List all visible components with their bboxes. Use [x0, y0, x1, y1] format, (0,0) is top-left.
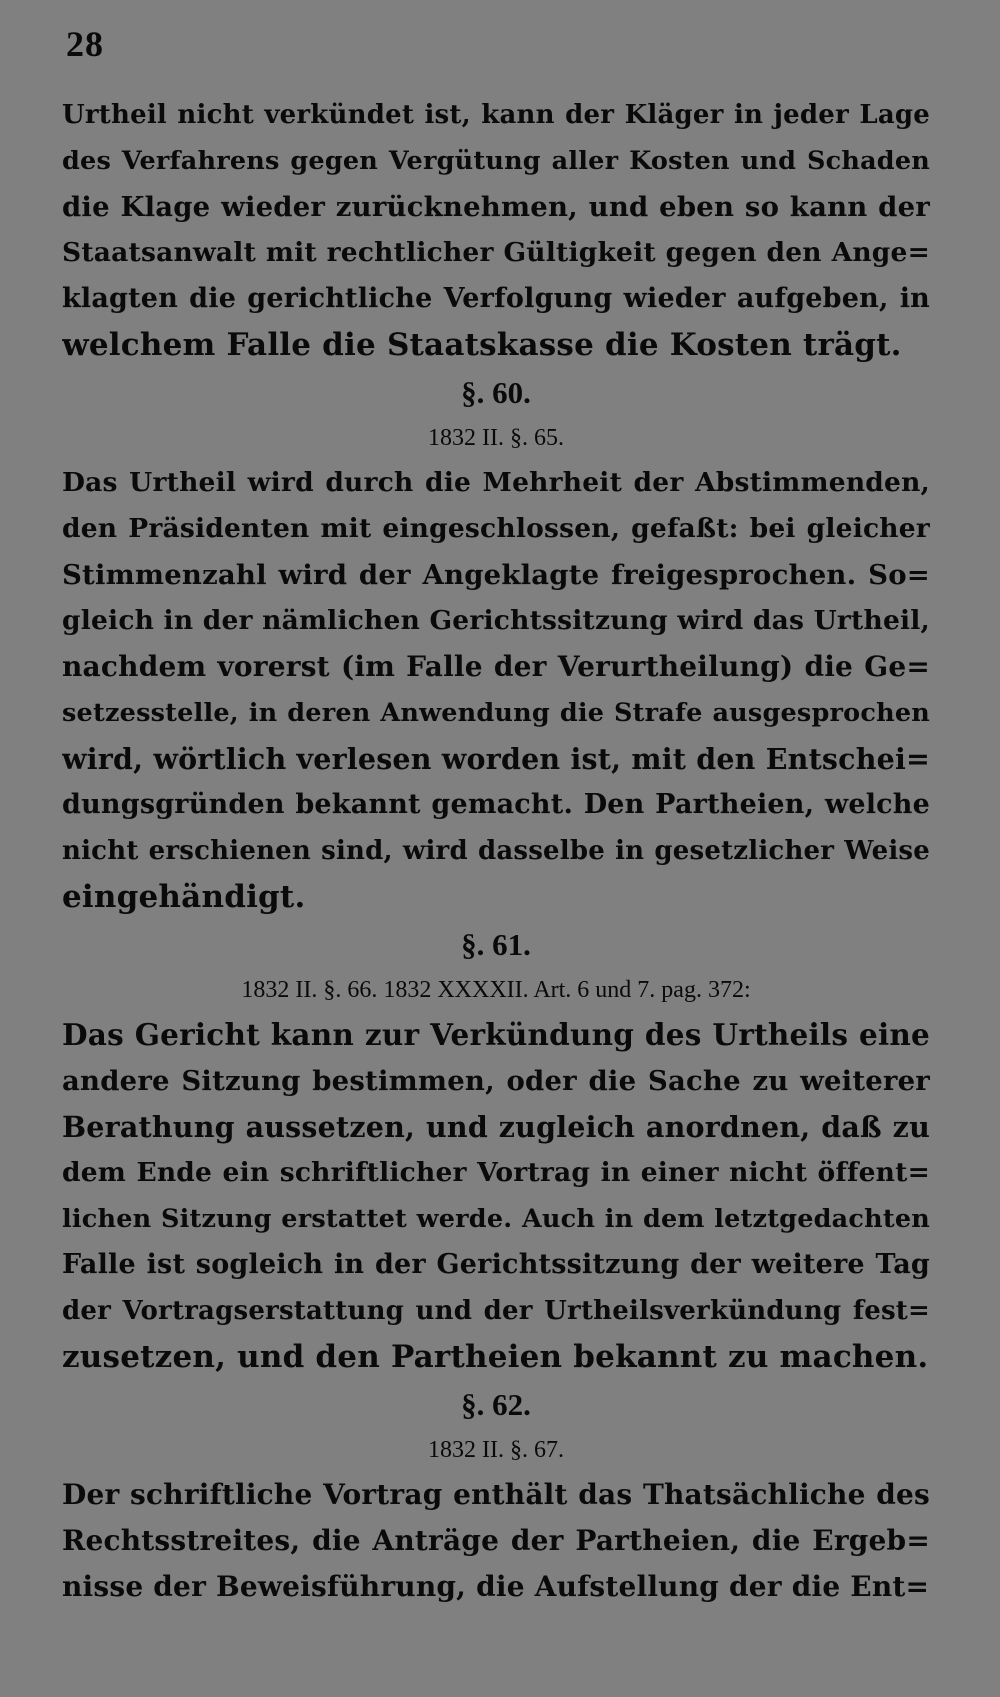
section-reference: 1832 II. §. 67.	[428, 1437, 564, 1463]
text-line: nachdem vorerst (im Falle der Verurtheilung) die Ge=	[62, 650, 930, 683]
text-line: Staatsanwalt mit rechtlicher Gültigkeit gegen den Ange=	[62, 237, 930, 268]
text-line: Das Urtheil wird durch die Mehrheit der Abstimmenden,	[62, 467, 930, 498]
text-line: Urtheil nicht verkündet ist, kann der Kläger in jeder Lage	[62, 100, 930, 130]
paragraph	[62, 1012, 930, 1380]
text-line: nicht erschienen sind, wird dasselbe in gesetzlicher Weise	[62, 836, 930, 866]
text-line: klagten die gerichtliche Verfolgung wieder aufgeben, in	[62, 283, 930, 314]
text-line: setzesstelle, in deren Anwendung die Strafe ausgesprochen	[62, 698, 930, 728]
page-number: 28	[66, 24, 104, 64]
text-line: nisse der Beweisführung, die Aufstellung der die Ent=	[62, 1570, 930, 1603]
paragraph	[62, 1472, 930, 1610]
text-line: Berathung aussetzen, und zugleich anordnen, daß zu	[62, 1110, 930, 1144]
text-line: Falle ist sogleich in der Gerichtssitzung der weitere Tag	[62, 1249, 930, 1280]
text-line: dem Ende ein schriftlicher Vortrag in einer nicht öffent=	[62, 1157, 930, 1188]
text-line: zusetzen, und den Partheien bekannt zu machen.	[62, 1339, 929, 1375]
text-line: den Präsidenten mit eingeschlossen, gefaßt: bei gleicher	[62, 513, 930, 544]
text-line: lichen Sitzung erstattet werde. Auch in dem letztgedachten	[62, 1204, 930, 1234]
text-line: gleich in der nämlichen Gerichtssitzung wird das Urtheil,	[62, 605, 930, 636]
section-reference: 1832 II. §. 66. 1832 XXXXII. Art. 6 und 7. pag. 372:	[241, 977, 751, 1003]
text-line: der Vortragserstattung und der Urtheilsverkündung fest=	[62, 1296, 930, 1326]
text-line: eingehändigt.	[62, 879, 306, 915]
section-reference: 1832 II. §. 65.	[428, 425, 564, 451]
section-heading: §. 62.	[461, 1387, 531, 1422]
section-heading: §. 60.	[461, 375, 531, 410]
text-line: Das Gericht kann zur Verkündung des Urtheils eine	[62, 1017, 930, 1052]
text-line: welchem Falle die Staatskasse die Kosten trägt.	[62, 327, 902, 363]
text-line: Stimmenzahl wird der Angeklagte freigesprochen. So=	[62, 559, 930, 591]
paragraph	[62, 460, 930, 920]
paragraph	[62, 92, 930, 368]
text-line: andere Sitzung bestimmen, oder die Sache zu weiterer	[62, 1065, 930, 1097]
text-line: Der schriftliche Vortrag enthält das Thatsächliche des	[62, 1478, 930, 1511]
text-line: wird, wörtlich verlesen worden ist, mit den Entschei=	[62, 742, 930, 776]
text-line: des Verfahrens gegen Vergütung aller Kosten und Schaden	[62, 146, 930, 176]
text-line: dungsgründen bekannt gemacht. Den Partheien, welche	[62, 789, 930, 820]
text-line: die Klage wieder zurücknehmen, und eben so kann der	[62, 191, 930, 223]
text-line: Rechtsstreites, die Anträge der Partheien, die Ergeb=	[62, 1524, 930, 1557]
text-column	[62, 92, 930, 1610]
section-heading: §. 61.	[461, 927, 531, 962]
